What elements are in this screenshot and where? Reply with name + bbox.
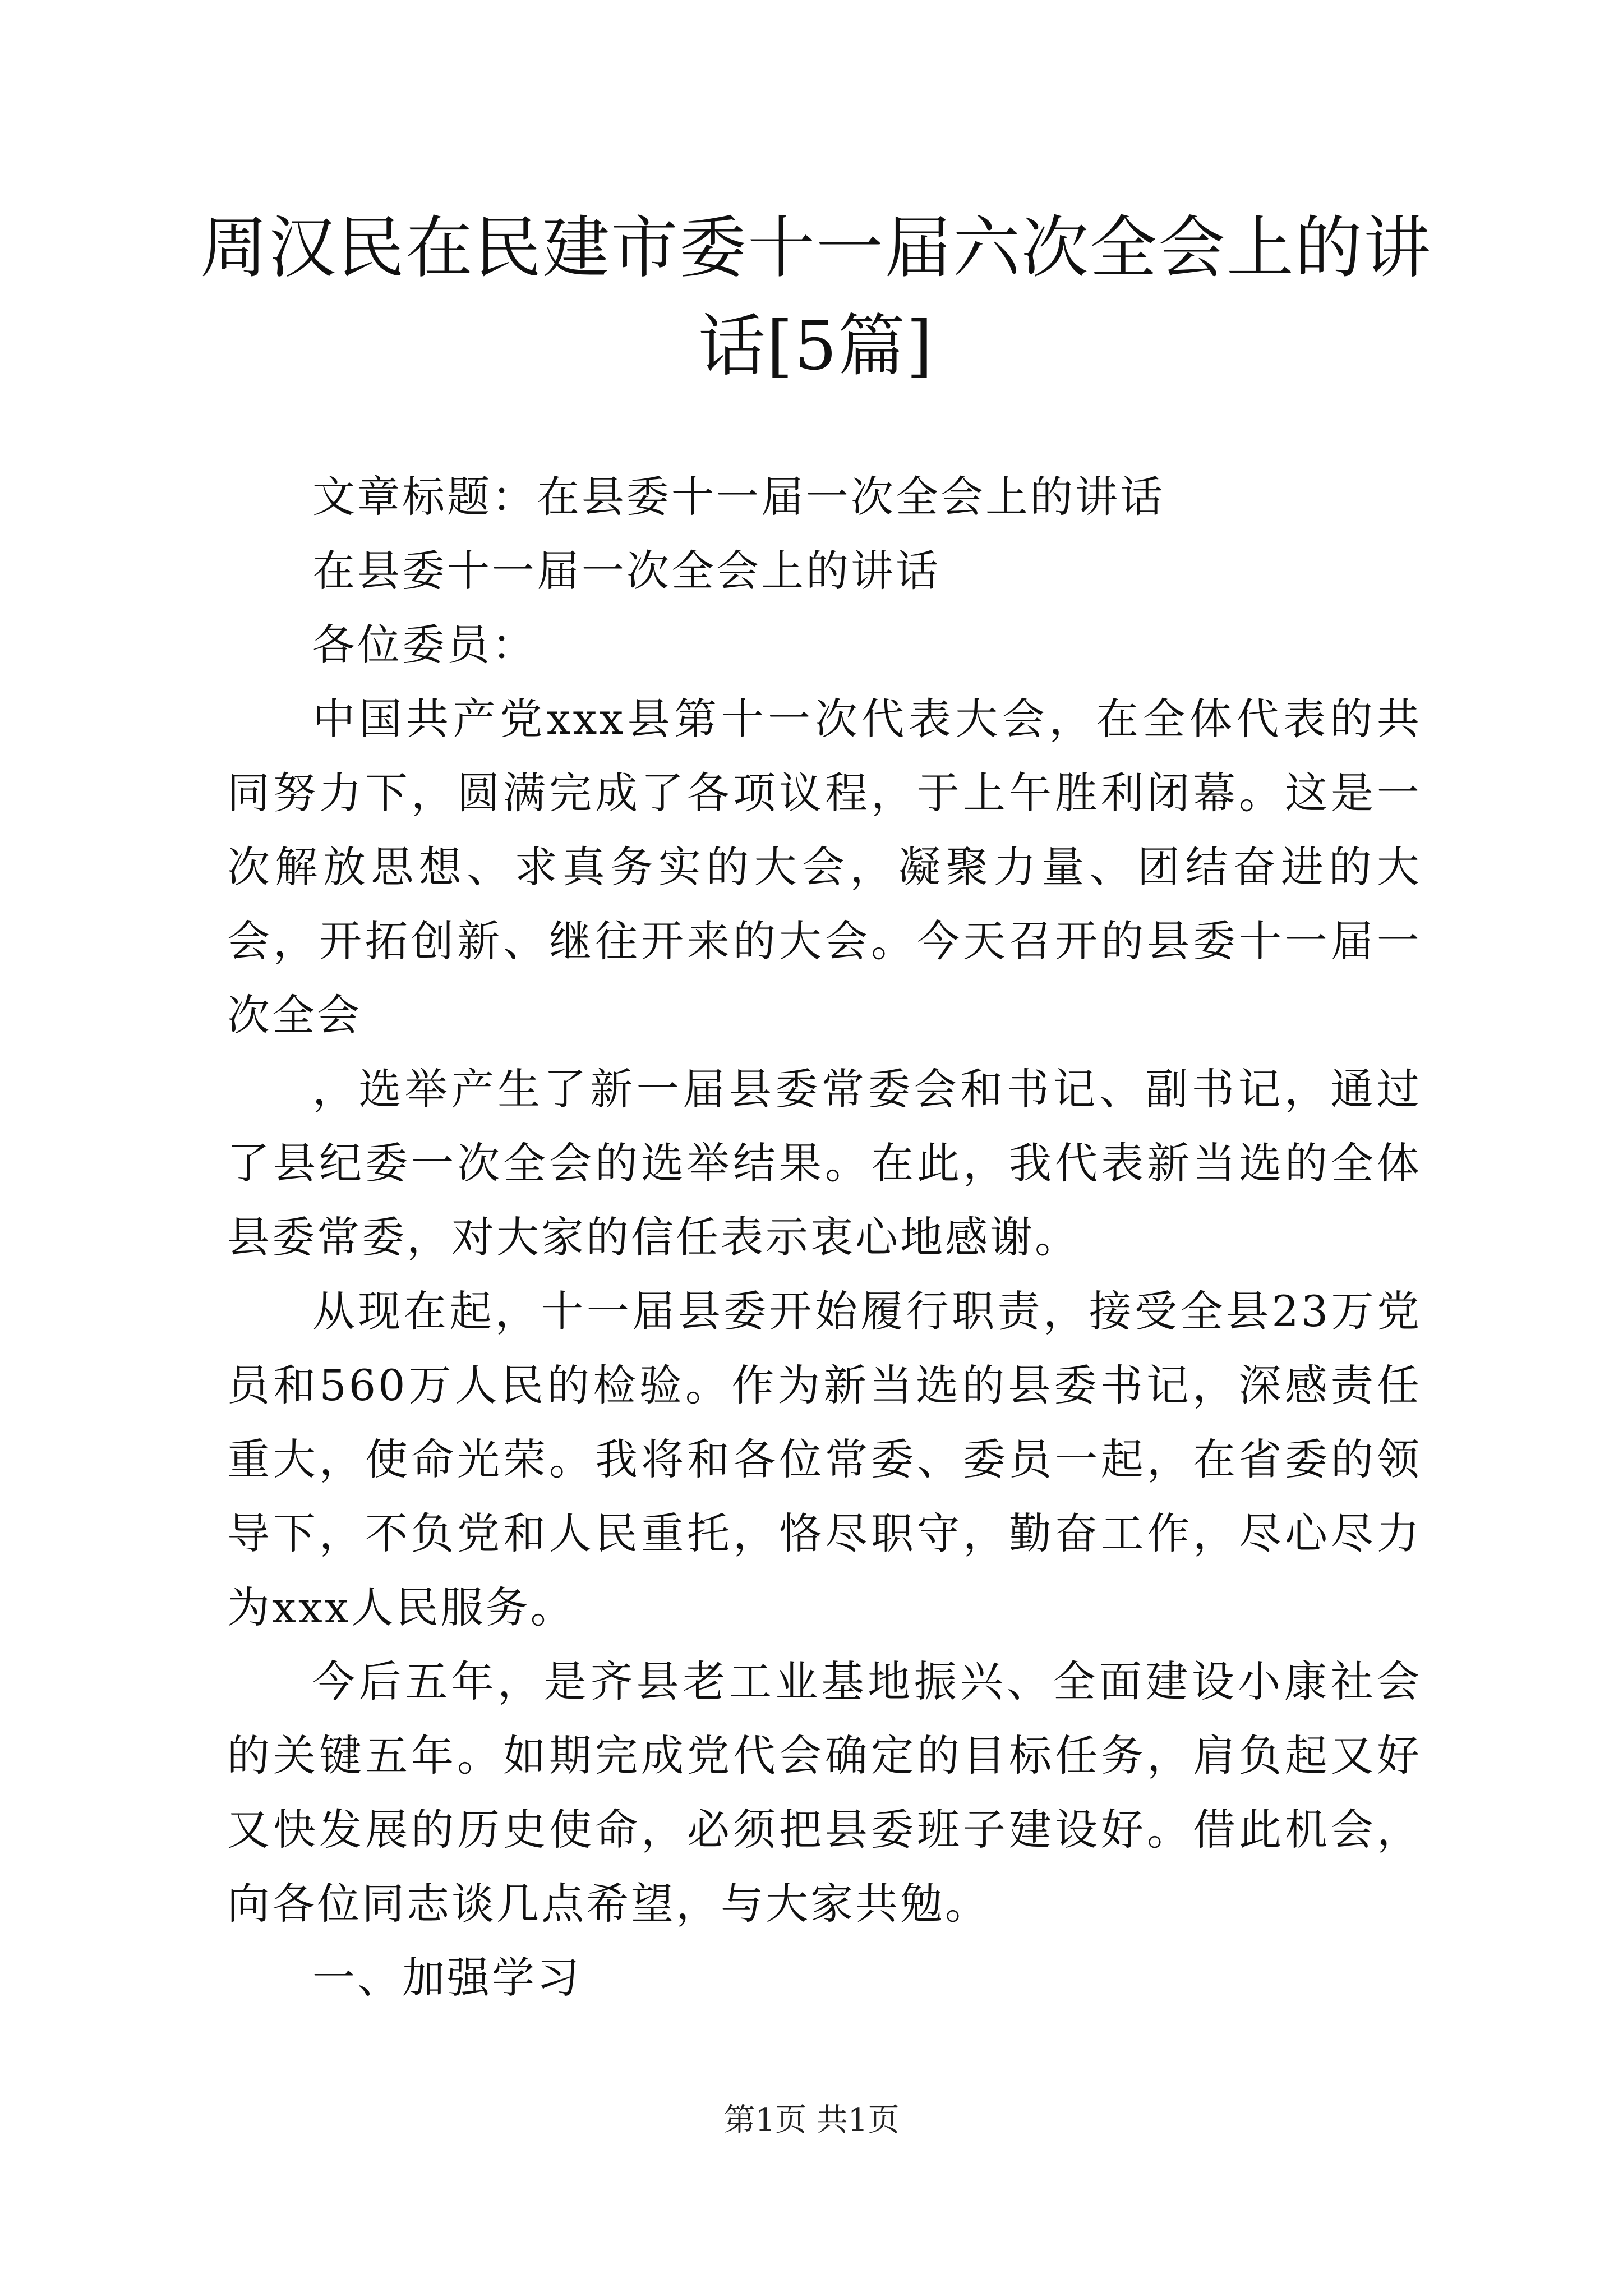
page-number-footer: 第1页 共1页: [723, 2102, 900, 2138]
article-title-line: 文章标题：在县委十一届一次全会上的讲话: [312, 472, 1165, 522]
body-paragraph: 中国共产党xxx县第十一次代表大会，在全体代表的共同努力下，圆满完成了各项议程，于上午胜利闭幕。这是一次解放思想、求真务实的大会，凝聚力量、团结奋进的大会，开拓创新、继往开来的大会。今天召开的县委十一届一次全会: [227, 694, 1422, 1040]
section-heading: 一、加强学习: [312, 1953, 582, 2003]
document-title: 周汉民在民建市委十一届六次全会上的讲话[5篇]: [200, 209, 1432, 385]
body-paragraph: 从现在起，十一届县委开始履行职责，接受全县23万党员和560万人民的检验。作为新当选的县委书记，深感责任重大，使命光荣。我将和各位常委、委员一起，在省委的领导下，不负党和人民重托，恪尽职守，勤奋工作，尽心尽力为xxx人民服务。: [227, 1286, 1422, 1632]
salutation: 各位委员：: [312, 620, 537, 670]
body-paragraph: 今后五年，是齐县老工业基地振兴、全面建设小康社会的关键五年。如期完成党代会确定的目标任务，肩负起又好又快发展的历史使命，必须把县委班子建设好。借此机会，向各位同志谈几点希望，与大家共勉。: [227, 1657, 1422, 1929]
body-paragraph: ，选举产生了新一届县委常委会和书记、副书记，通过了县纪委一次全会的选举结果。在此，我代表新当选的全体县委常委，对大家的信任表示衷心地感谢。: [227, 1064, 1422, 1262]
speech-heading: 在县委十一届一次全会上的讲话: [312, 546, 940, 596]
document-body: [227, 460, 1422, 2015]
